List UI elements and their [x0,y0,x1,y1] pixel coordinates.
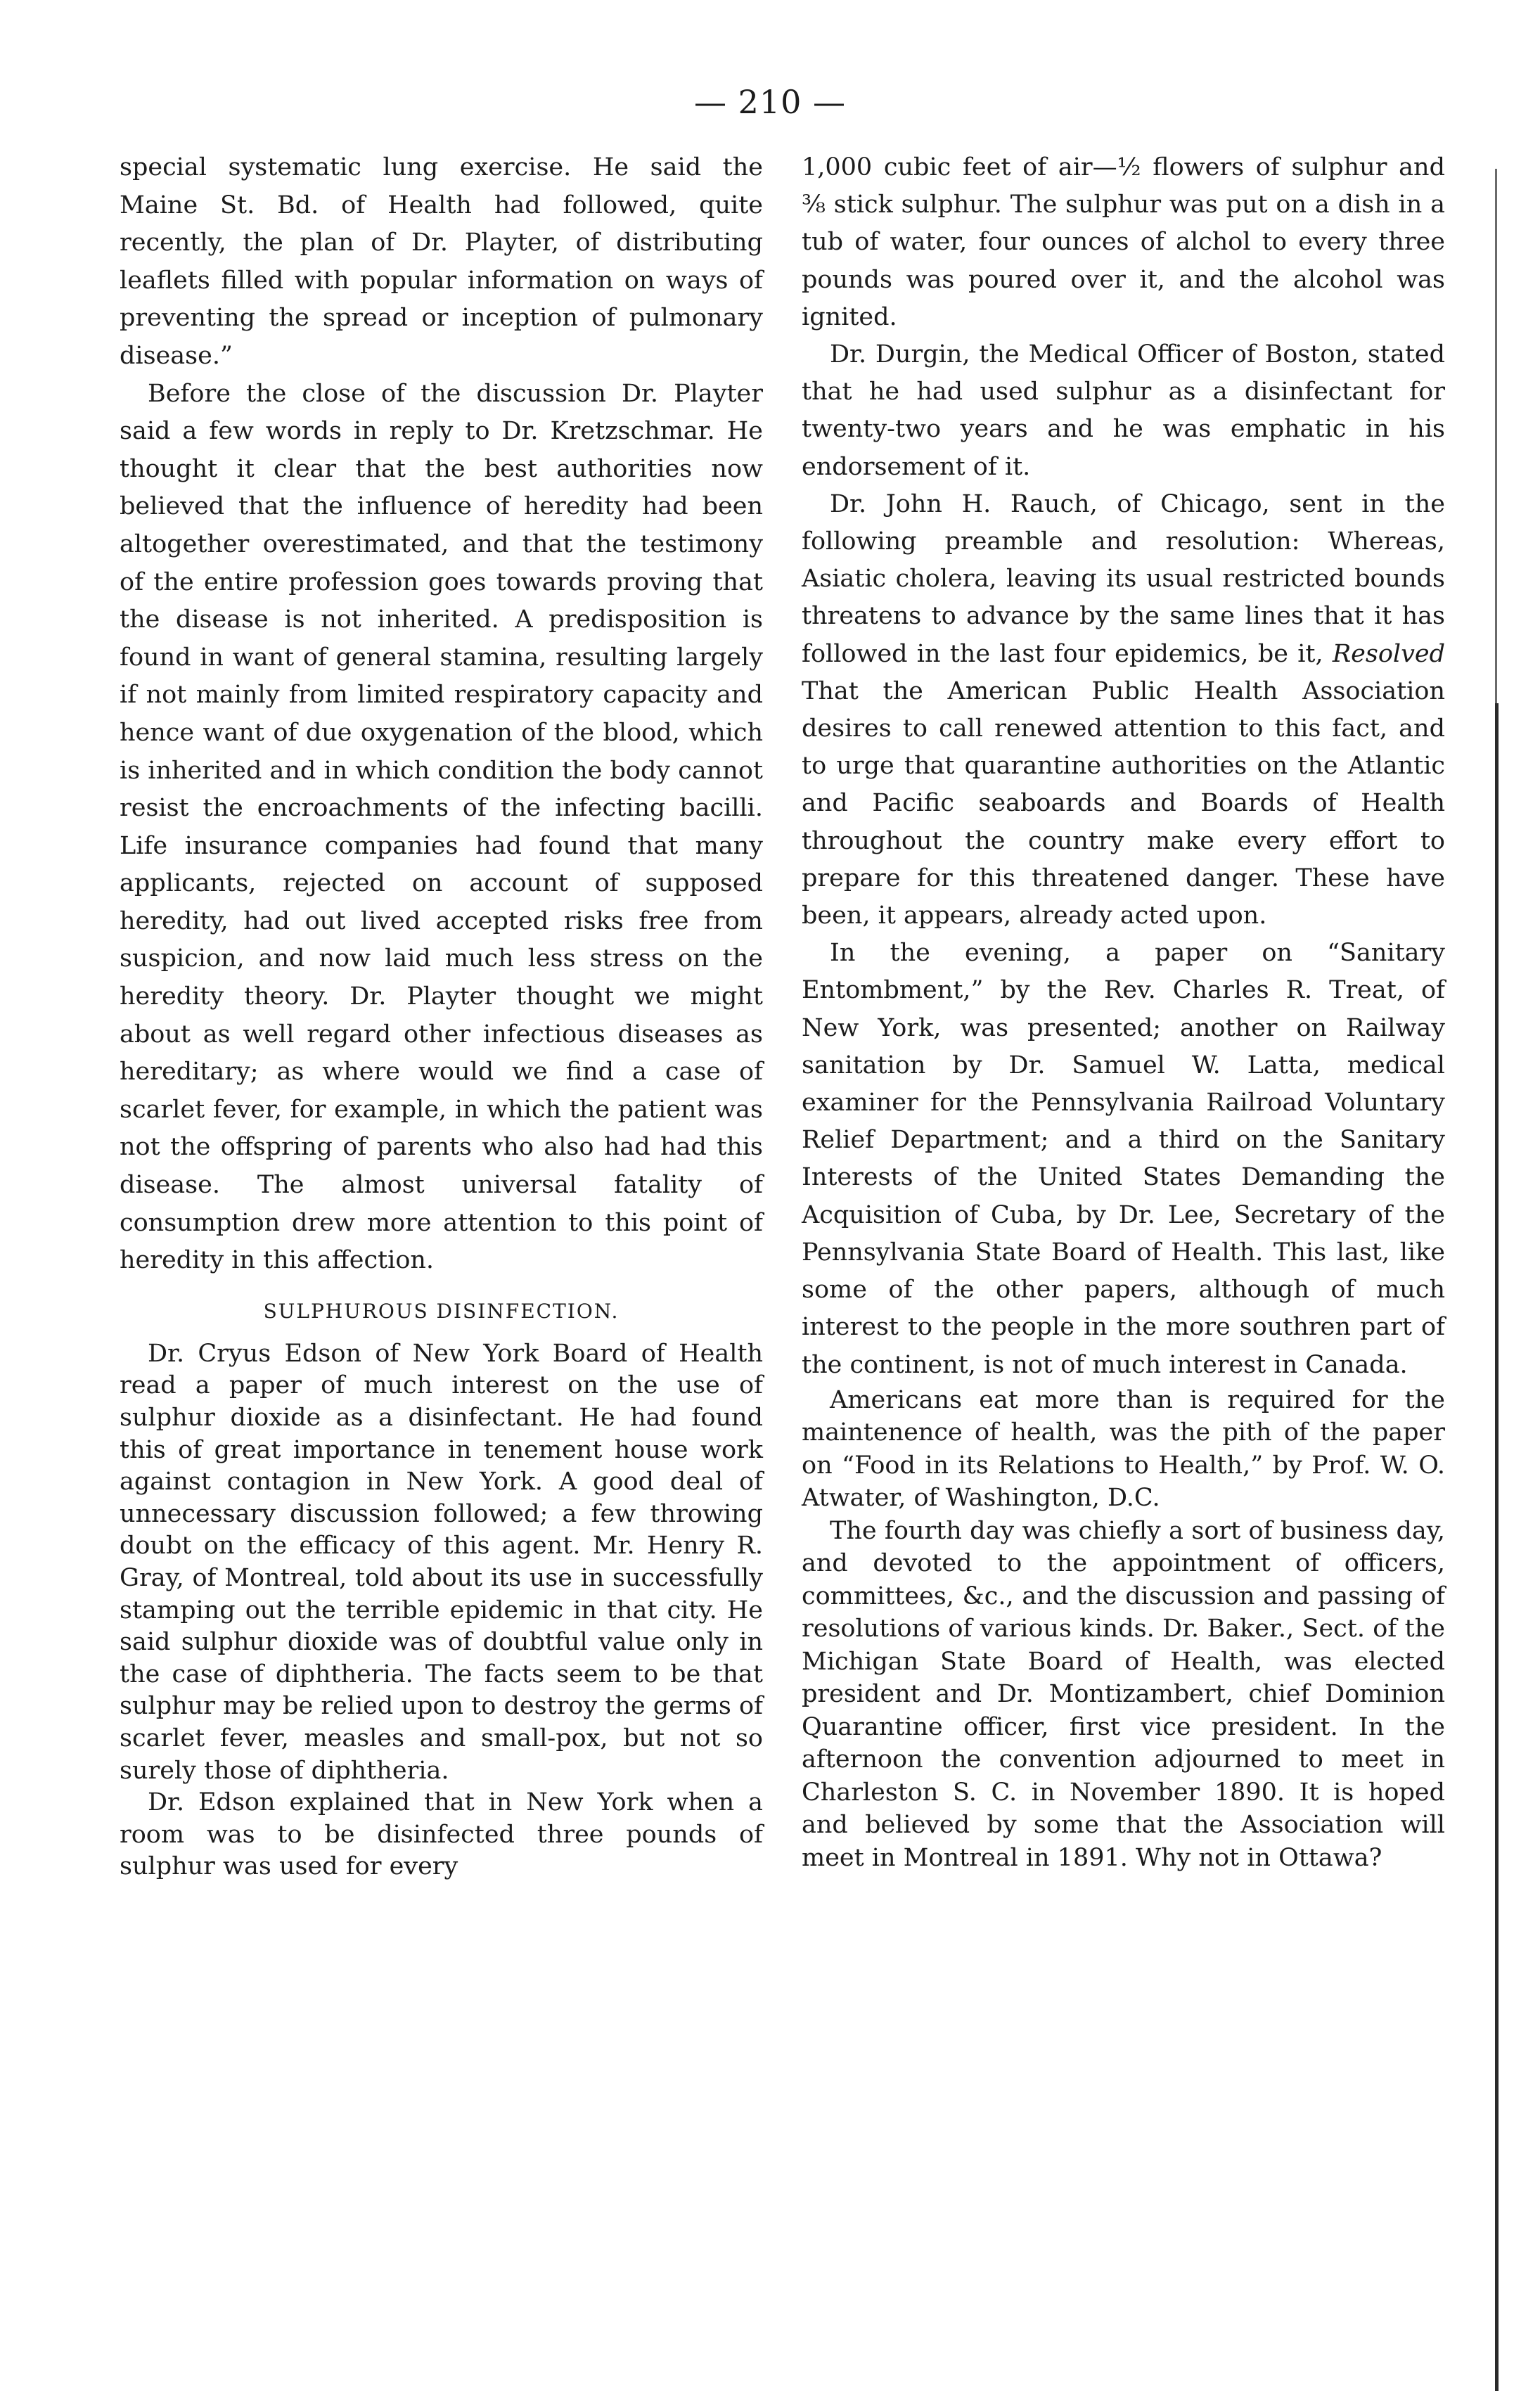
left-upper-block [120,149,763,1280]
section-heading: SULPHUROUS DISINFECTION. [263,1299,620,1323]
right-lower-block [802,1384,1445,1875]
text-run: That the American Public Health Association desires to call renewed attention to this fact, and to urge that quarantine authorities on the Atlantic and Pacific seaboards and Boards of Health throughout the country make every effort to prepare for this threatened danger. These have been, it appears, already acted upon. [802,677,1445,930]
page-number: — 210 — [693,83,847,121]
paragraph: Dr. Cryus Edson of New York Board of Health read a paper of much interest on the use of sulphur dioxide as a disinfectant. He had found this of great importance in tenement house work against contagion in New York. A good deal of unnecessary discussion followed; a few throwing doubt on the efficacy of this agent. Mr. Henry R. Gray, of Montreal, told about its use in successfully stamping out the terrible epidemic in that city. He said sulphur dioxide was of doubtful value only in the case of diphtheria. The facts seem to be that sulphur may be relied upon to destroy the germs of scarlet fever, measles and small-pox, but not so surely those of diphtheria. [120,1339,763,1785]
paragraph: Dr. Edson explained that in New York when a room was to be disinfected three pounds of sulphur was used for every [120,1788,763,1881]
resolved-italic: Resolved [1332,639,1445,668]
paragraph: Dr. Durgin, the Medical Officer of Boston, stated that he had used sulphur as a disinfectant for twenty-two years and he was emphatic in his endorsement of it. [802,340,1445,481]
right-upper-block [802,149,1445,1384]
left-lower-block [120,1338,763,1883]
paragraph: The fourth day was chiefly a sort of business day, and devoted to the appointment of officers, committees, &c., and the discussion and passing of resolutions of various kinds. Dr. Baker., Sect. of the Michigan State Board of Health, was elected president and Dr. Montizambert, chief Dominion Quarantine officer, first vice president. In the afternoon the convention adjourned to meet in Charleston S. C. in November 1890. It is hoped and believed by some that the Association will meet in Montreal in 1891. Why not in Ottawa? [802,1516,1445,1872]
left-column [120,149,763,1883]
paragraph: 1,000 cubic feet of air—½ flowers of sulphur and ⅜ stick sulphur. The sulphur was put on a dish in a tub of water, four ounces of alchol to every three pounds was poured over it, and the alcohol was ignited. [802,153,1445,331]
text-run: Dr. John H. Rauch, of Chicago, sent in the following preamble and resolution: Whereas, Asiatic cholera, leaving its usual restricted bounds threatens to advance by the same lines that it has followed in the last four epidemics, be it, [802,489,1445,668]
paragraph: special systematic lung exercise. He said the Maine St. Bd. of Health had followed, quite recently, the plan of Dr. Playter, of distributing leaflets filled with popular information on ways of preventing the spread or inception of pulmonary disease.” [120,153,763,370]
paragraph [802,486,1445,935]
paragraph: In the evening, a paper on “Sanitary Entombment,” by the Rev. Charles R. Treat, of New York, was presented; another on Railway sanitation by Dr. Samuel W. Latta, medical examiner for the Pennsylvania Railroad Voluntary Relief Department; and a third on the Sanitary Interests of the United States Demanding the Acquisition of Cuba, by Dr. Lee, Secretary of the Pennsylvania State Board of Health. This last, like some of the other papers, although of much interest to the people in the more southren part of the continent, is not of much interest in Canada. [802,939,1445,1379]
paragraph: Before the close of the discussion Dr. Playter said a few words in reply to Dr. Kretzschmar. He thought it clear that the best authorities now believed that the influence of heredity had been altogether overestimated, and that the testimony of the entire profession goes towards proving that the disease is not inherited. A predisposition is found in want of general stamina, resulting largely if not mainly from limited respiratory capacity and hence want of due oxygenation of the blood, which is inherited and in which condition the body cannot resist the encroachments of the infecting bacilli. Life insurance companies had found that many applicants, rejected on account of supposed heredity, had out lived accepted risks free from suspicion, and now laid much less stress on the heredity theory. Dr. Playter thought we might about as well regard other infectious diseases as hereditary; as where would we find a case of scarlet fever, for example, in which the patient was not the offspring of parents who also had had this disease. The almost universal fatality of consumption drew more attention to this point of heredity in this affection. [120,379,763,1275]
right-column [802,149,1445,1874]
margin-rule-thick [1495,703,1499,2391]
paragraph: Americans eat more than is required for the maintenence of health, was the pith of the paper on “Food in its Relations to Health,” by Prof. W. O. Atwater, of Washington, D.C. [802,1385,1445,1513]
margin-rule-thin [1495,169,1497,703]
